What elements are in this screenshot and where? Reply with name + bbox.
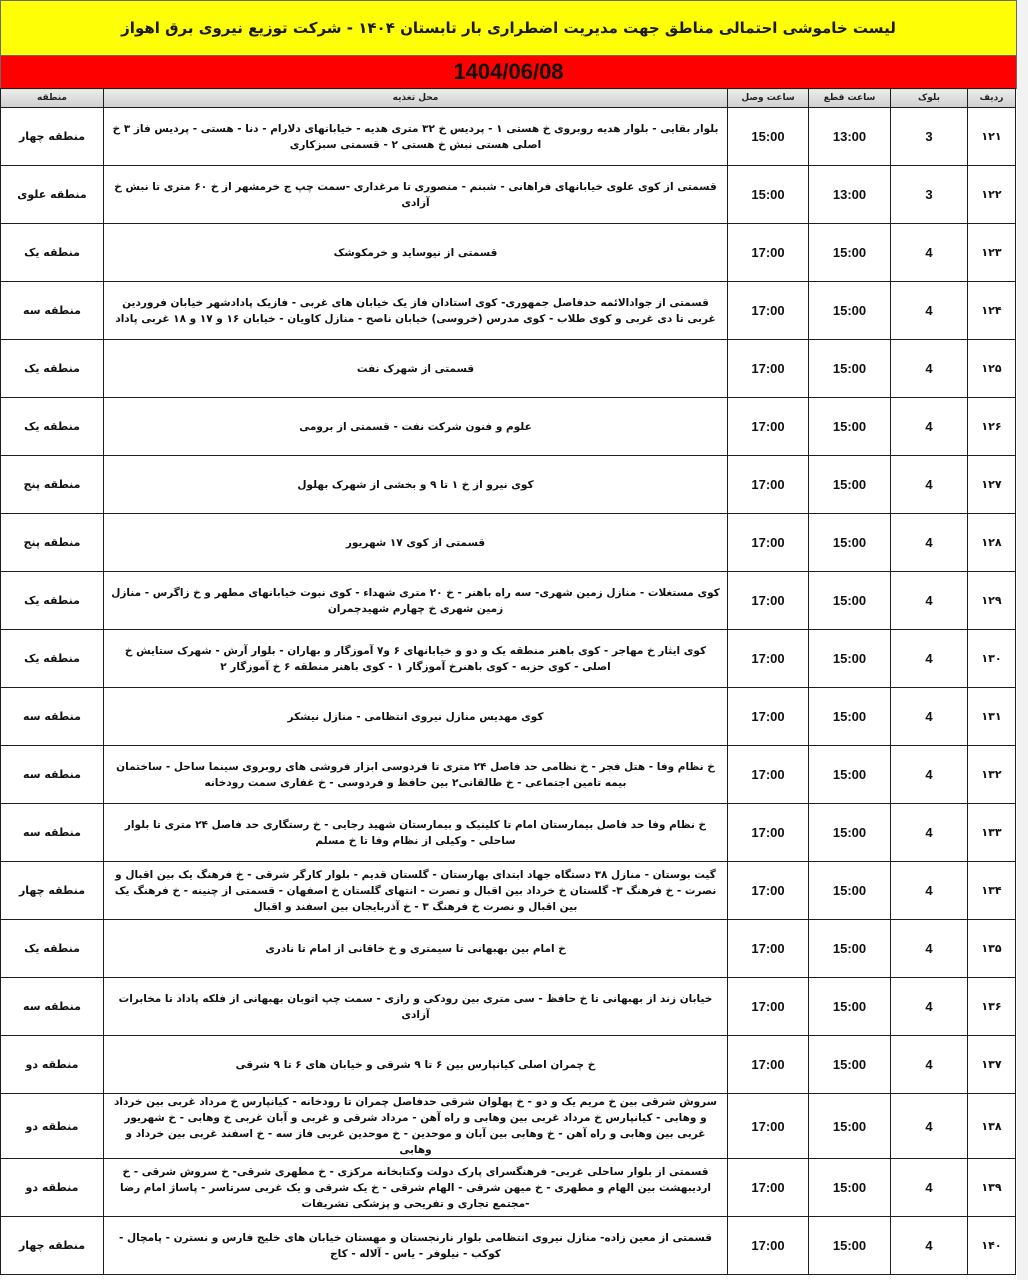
region-cell: منطقه سه: [1, 746, 104, 804]
row-number-cell: ۱۳۷: [968, 1036, 1016, 1094]
table-row: [1, 862, 1016, 920]
cut-time-cell: 15:00: [809, 1159, 891, 1217]
row-number-cell: ۱۲۵: [968, 340, 1016, 398]
cut-time-cell: 15:00: [809, 978, 891, 1036]
block-number-cell: 4: [891, 630, 968, 688]
region-cell: منطقه یک: [1, 398, 104, 456]
location-cell: خ نظام وفا حد فاصل بیمارستان امام تا کلینیک و بیمارستان شهید رجایی - خ رستگاری حد فاصل ۲۴ متری تا بلوار ساحلی - وکیلی از نظام وفا تا خ مسلم: [104, 804, 728, 862]
cut-time-cell: 15:00: [809, 920, 891, 978]
header-block: بلوک: [891, 89, 968, 108]
row-number-cell: ۱۲۲: [968, 166, 1016, 224]
location-cell: علوم و فنون شرکت نفت - قسمتی از برومی: [104, 398, 728, 456]
cut-time-cell: 15:00: [809, 340, 891, 398]
row-number-cell: ۱۲۳: [968, 224, 1016, 282]
cut-time-cell: 15:00: [809, 282, 891, 340]
connect-time-cell: 15:00: [728, 108, 809, 166]
block-number-cell: 4: [891, 224, 968, 282]
block-number-cell: 4: [891, 688, 968, 746]
region-cell: منطقه یک: [1, 630, 104, 688]
table-row: [1, 1159, 1016, 1217]
block-number-cell: 4: [891, 1036, 968, 1094]
location-cell: قسمتی از کوی علوی خیابانهای فراهانی - شبنم - منصوری تا مرغداری -سمت چپ ج خرمشهر از خ ۶۰ متری تا نبش خ آزادی: [104, 166, 728, 224]
cut-time-cell: 15:00: [809, 804, 891, 862]
region-cell: منطقه علوی: [1, 166, 104, 224]
location-cell: کوی مهدیس منازل نیروی انتظامی - منازل نیشکر: [104, 688, 728, 746]
row-number-cell: ۱۲۶: [968, 398, 1016, 456]
location-cell: قسمتی از شهرک نفت: [104, 340, 728, 398]
region-cell: منطقه یک: [1, 920, 104, 978]
row-number-cell: ۱۳۴: [968, 862, 1016, 920]
row-number-cell: ۱۳۱: [968, 688, 1016, 746]
connect-time-cell: 17:00: [728, 746, 809, 804]
connect-time-cell: 17:00: [728, 224, 809, 282]
location-cell: خیابان زند از بهبهانی تا خ حافظ - سی متری بین رودکی و رازی - سمت چپ اتوبان بهبهانی از فلکه پاداد تا مخابرات آزادی: [104, 978, 728, 1036]
connect-time-cell: 17:00: [728, 572, 809, 630]
table-row: [1, 1217, 1016, 1275]
table-row: [1, 398, 1016, 456]
region-cell: منطقه دو: [1, 1036, 104, 1094]
row-number-cell: ۱۳۹: [968, 1159, 1016, 1217]
table-row: [1, 1036, 1016, 1094]
location-cell: قسمتی از معین زاده- منازل نیروی انتظامی بلوار نارنجستان و مهستان خیابان های خلیج فارس و نسترن - پامچال - کوکب - نیلوفر - یاس - آلاله - کاج: [104, 1217, 728, 1275]
location-cell: قسمتی از کوی ۱۷ شهریور: [104, 514, 728, 572]
table-body: [1, 108, 1016, 1275]
table-row: [1, 920, 1016, 978]
block-number-cell: 4: [891, 862, 968, 920]
cut-time-cell: 15:00: [809, 630, 891, 688]
block-number-cell: 4: [891, 456, 968, 514]
cut-time-cell: 15:00: [809, 688, 891, 746]
location-cell: خ چمران اصلی کیانپارس بین ۶ تا ۹ شرقی و خیابان های ۶ تا ۹ شرقی: [104, 1036, 728, 1094]
table-row: [1, 224, 1016, 282]
cut-time-cell: 15:00: [809, 456, 891, 514]
block-number-cell: 4: [891, 978, 968, 1036]
table-header-row: [1, 89, 1016, 108]
table-row: [1, 804, 1016, 862]
region-cell: منطقه یک: [1, 572, 104, 630]
block-number-cell: 4: [891, 746, 968, 804]
table-row: [1, 108, 1016, 166]
connect-time-cell: 17:00: [728, 920, 809, 978]
cut-time-cell: 15:00: [809, 1217, 891, 1275]
row-number-cell: ۱۴۰: [968, 1217, 1016, 1275]
block-number-cell: 4: [891, 804, 968, 862]
location-cell: قسمتی از بلوار ساحلی غربی- فرهنگسرای پارک دولت وکتابخانه مرکزی - خ مطهری شرقی- خ سروش شرقی - خ اردیبهشت بین الهام و مطهری - خ میهن شرقی - الهام شرقی - خ یک شرقی و یک غربی سرتاسر - پاساژ امام رضا -مجتمع تجاری و تفریحی و پزشکی تشریفات: [104, 1159, 728, 1217]
cut-time-cell: 15:00: [809, 862, 891, 920]
date-header: 1404/06/08: [0, 55, 1017, 89]
header-location: محل تغذیه: [104, 89, 728, 108]
region-cell: منطقه یک: [1, 224, 104, 282]
table-row: [1, 166, 1016, 224]
header-row-number: ردیف: [968, 89, 1016, 108]
region-cell: منطقه چهار: [1, 108, 104, 166]
table-row: [1, 630, 1016, 688]
connect-time-cell: 17:00: [728, 978, 809, 1036]
row-number-cell: ۱۳۰: [968, 630, 1016, 688]
table-row: [1, 978, 1016, 1036]
block-number-cell: 4: [891, 1217, 968, 1275]
connect-time-cell: 17:00: [728, 456, 809, 514]
block-number-cell: 4: [891, 1094, 968, 1159]
header-cut-time: ساعت قطع: [809, 89, 891, 108]
row-number-cell: ۱۲۹: [968, 572, 1016, 630]
location-cell: کوی نیرو از خ ۱ تا ۹ و بخشی از شهرک بهلول: [104, 456, 728, 514]
block-number-cell: 4: [891, 340, 968, 398]
cut-time-cell: 15:00: [809, 398, 891, 456]
cut-time-cell: 15:00: [809, 514, 891, 572]
location-cell: خ امام بین بهبهانی تا سیمتری و خ خاقانی از امام تا نادری: [104, 920, 728, 978]
connect-time-cell: 17:00: [728, 1094, 809, 1159]
header-region: منطقه: [1, 89, 104, 108]
outage-table: [0, 88, 1016, 1275]
connect-time-cell: 17:00: [728, 1217, 809, 1275]
table-row: [1, 688, 1016, 746]
connect-time-cell: 17:00: [728, 630, 809, 688]
cut-time-cell: 15:00: [809, 746, 891, 804]
region-cell: منطقه دو: [1, 1159, 104, 1217]
cut-time-cell: 15:00: [809, 224, 891, 282]
region-cell: منطقه یک: [1, 340, 104, 398]
block-number-cell: 3: [891, 166, 968, 224]
connect-time-cell: 17:00: [728, 862, 809, 920]
row-number-cell: ۱۳۲: [968, 746, 1016, 804]
row-number-cell: ۱۲۷: [968, 456, 1016, 514]
region-cell: منطقه سه: [1, 688, 104, 746]
connect-time-cell: 17:00: [728, 514, 809, 572]
region-cell: منطقه چهار: [1, 1217, 104, 1275]
table-row: [1, 746, 1016, 804]
location-cell: بلوار بقایی - بلوار هدیه روبروی خ هستی ۱ - پردیس خ ۳۲ متری هدیه - خیابانهای دلارام - دنا - هستی - پردیس فاز ۳ خ اصلی هستی نبش خ هستی ۲ - قسمتی سبزکاری: [104, 108, 728, 166]
connect-time-cell: 17:00: [728, 340, 809, 398]
row-number-cell: ۱۳۸: [968, 1094, 1016, 1159]
row-number-cell: ۱۳۳: [968, 804, 1016, 862]
region-cell: منطقه سه: [1, 282, 104, 340]
region-cell: منطقه پنج: [1, 456, 104, 514]
connect-time-cell: 17:00: [728, 804, 809, 862]
cut-time-cell: 15:00: [809, 572, 891, 630]
region-cell: منطقه سه: [1, 978, 104, 1036]
cut-time-cell: 15:00: [809, 1094, 891, 1159]
row-number-cell: ۱۳۵: [968, 920, 1016, 978]
region-cell: منطقه پنج: [1, 514, 104, 572]
block-number-cell: 4: [891, 282, 968, 340]
location-cell: سروش شرقی بین خ مریم یک و دو - خ پهلوان شرقی حدفاصل چمران تا رودخانه - کیانپارس خ مرداد غربی بین خرداد و وهابی - کیانپارس خ مرداد غربی بین وهابی و راه آهن - مرداد شرقی و غربی و آبان غربی خ وهابی - خ شهریور غربی بین وهابی و راه آهن - خ وهابی بین آبان و موحدین - خ موحدین غربی فاز سه - خ اسفند غربی بین خرداد و وهابی: [104, 1094, 728, 1159]
location-cell: کوی مستغلات - منازل زمین شهری- سه راه باهنر - خ ۲۰ متری شهداء - کوی نبوت خیابانهای مطهر و خ زاگرس - منازل زمین شهری خ چهارم شهیدچمران: [104, 572, 728, 630]
connect-time-cell: 17:00: [728, 1036, 809, 1094]
row-number-cell: ۱۳۶: [968, 978, 1016, 1036]
location-cell: کوی ایثار خ مهاجر - کوی باهنر منطقه یک و دو و خیابانهای ۶ و۷ آموزگار و بهاران - بلوار آرش - شهرک ستایش خ اصلی - کوی حزبه - کوی باهنرخ آموزگار ۱ - کوی باهنر منطقه ۶ خ آموزگار ۲: [104, 630, 728, 688]
header-connect-time: ساعت وصل: [728, 89, 809, 108]
page-edge: [1017, 0, 1028, 1280]
location-cell: خ نظام وفا - هتل فجر - خ نظامی حد فاصل ۲۴ متری تا فردوسی ابزار فروشی های روبروی سینما ساحل - ساختمان بیمه تامین اجتماعی - خ طالقانی۲ بین حافظ و فردوسی - خ غفاری سمت رودخانه: [104, 746, 728, 804]
page-title: لیست خاموشی احتمالی مناطق جهت مدیریت اضطراری بار تابستان ۱۴۰۴ - شرکت توزیع نیروی برق اهواز: [0, 0, 1017, 56]
location-cell: گیت بوستان - منازل ۳۸ دستگاه جهاد ابتدای بهارستان - گلستان قدیم - بلوار کارگر شرقی - خ فرهنگ یک بین اقبال و نصرت - خ فرهنگ ۳- گلستان خ خرداد بین اقبال و نصرت - انتهای گلستان خ اصفهان - قسمتی از چنینه - خ فرهنگ یک بین اقبال و نصرت خ فرهنگ ۳ - خ آذربایجان بین اسفند و اقبال: [104, 862, 728, 920]
cut-time-cell: 13:00: [809, 166, 891, 224]
connect-time-cell: 15:00: [728, 166, 809, 224]
table-row: [1, 340, 1016, 398]
row-number-cell: ۱۲۱: [968, 108, 1016, 166]
block-number-cell: 4: [891, 572, 968, 630]
block-number-cell: 3: [891, 108, 968, 166]
table-row: [1, 1094, 1016, 1159]
region-cell: منطقه سه: [1, 804, 104, 862]
block-number-cell: 4: [891, 1159, 968, 1217]
row-number-cell: ۱۲۸: [968, 514, 1016, 572]
connect-time-cell: 17:00: [728, 1159, 809, 1217]
location-cell: قسمتی از نیوساید و خرمکوشک: [104, 224, 728, 282]
table-row: [1, 572, 1016, 630]
block-number-cell: 4: [891, 920, 968, 978]
block-number-cell: 4: [891, 514, 968, 572]
region-cell: منطقه دو: [1, 1094, 104, 1159]
region-cell: منطقه چهار: [1, 862, 104, 920]
cut-time-cell: 15:00: [809, 1036, 891, 1094]
table-row: [1, 282, 1016, 340]
table-row: [1, 456, 1016, 514]
cut-time-cell: 13:00: [809, 108, 891, 166]
connect-time-cell: 17:00: [728, 282, 809, 340]
connect-time-cell: 17:00: [728, 398, 809, 456]
location-cell: قسمتی از جوادالائمه حدفاصل جمهوری- کوی استادان فاز یک خیابان های غربی - فازیک پادادشهر خیابان فروردین غربی تا دی غربی و کوی طلاب - کوی مدرس (خروسی) خیابان ناصح - منازل کاویان - خیابان ۱۶ و ۱۷ و ۱۸ غربی پاداد: [104, 282, 728, 340]
block-number-cell: 4: [891, 398, 968, 456]
row-number-cell: ۱۲۴: [968, 282, 1016, 340]
table-row: [1, 514, 1016, 572]
connect-time-cell: 17:00: [728, 688, 809, 746]
